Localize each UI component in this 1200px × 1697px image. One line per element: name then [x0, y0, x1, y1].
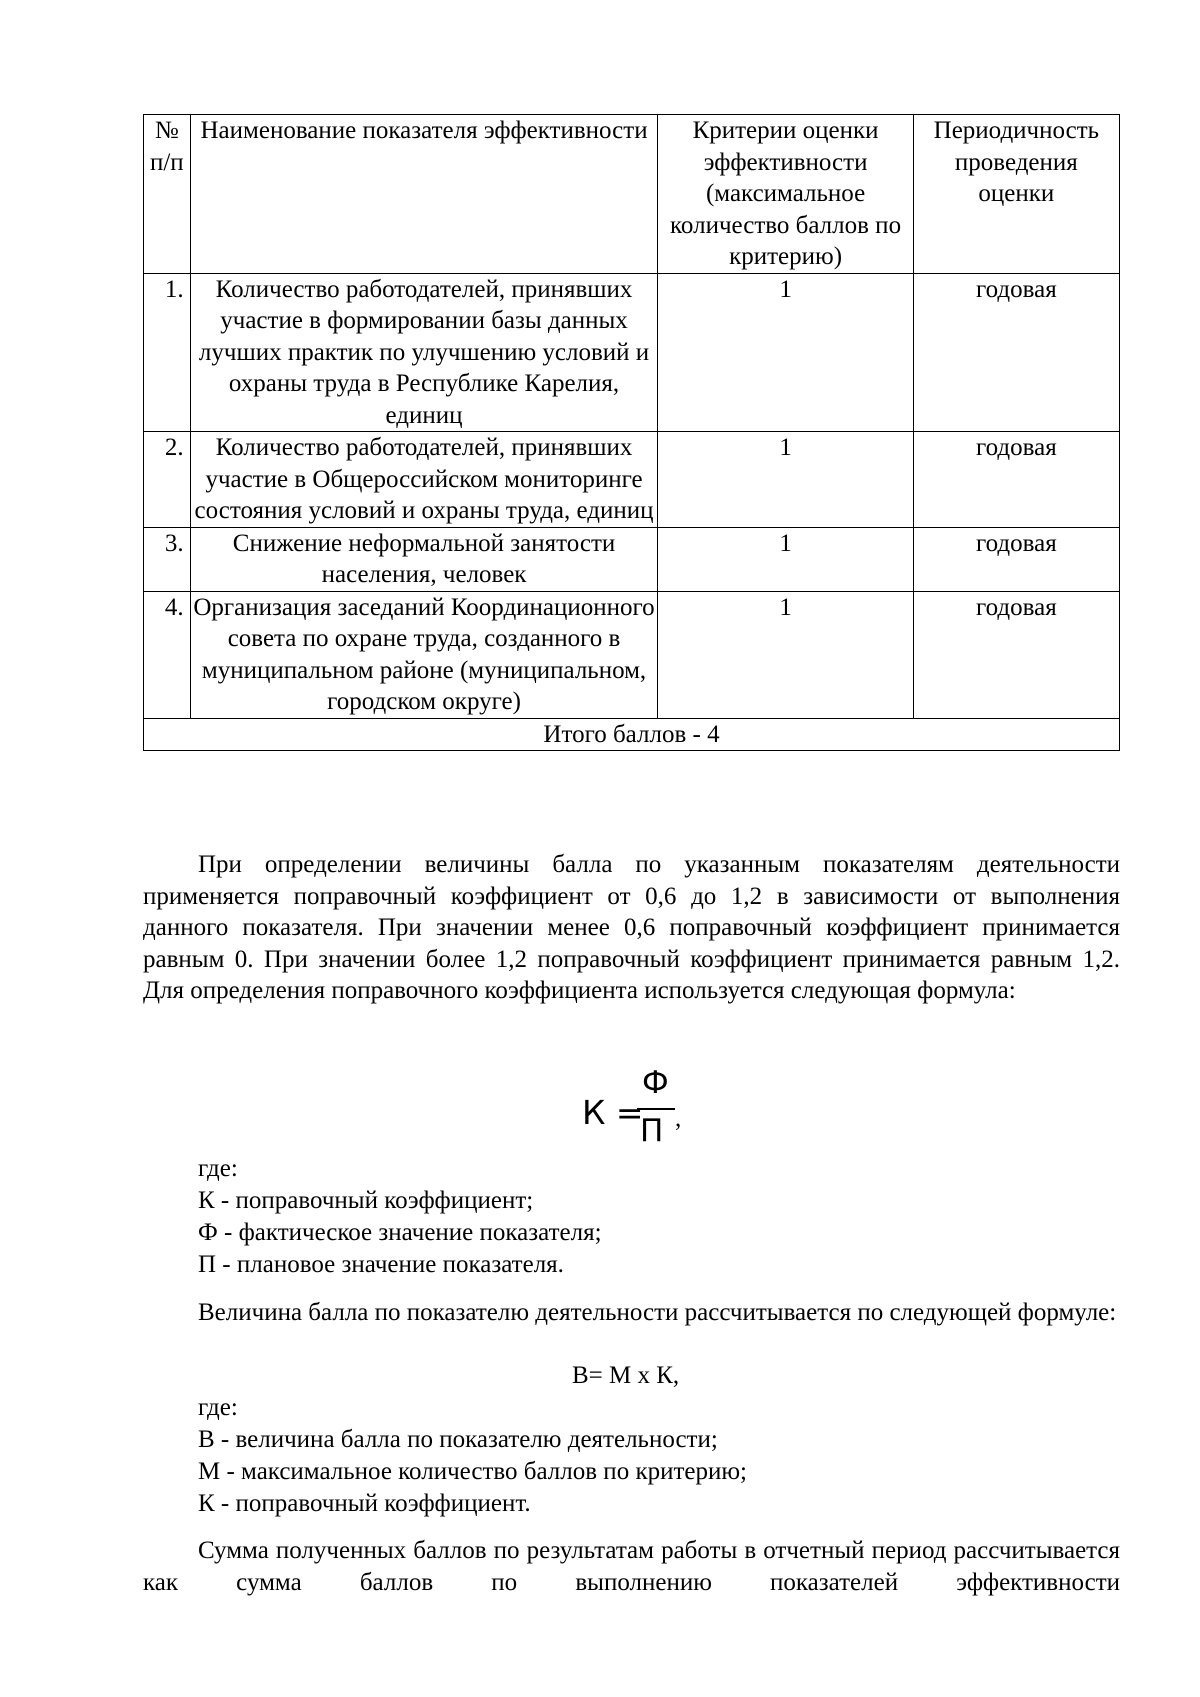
header-criteria: Критерии оценки эффективности (максимальное количество баллов по критерию): [658, 115, 913, 274]
header-indicator-name: Наименование показателя эффективности: [190, 115, 658, 274]
where-label-2: где:: [198, 1394, 238, 1421]
header-number: № п/п: [144, 115, 191, 274]
row-period: годовая: [913, 527, 1119, 591]
formula-numerator: Ф: [642, 1065, 669, 1101]
paragraph-correction-coefficient: При определении величины балла по указанным показателям деятельности применяется поправочный коэффициент от 0,6 до 1,2 в зависимости от выполнения данного показателя. При значении менее 0,6 поправочный коэффициент принимается равным 0. При значении более 1,2 поправочный коэффициент принимается равным 1,2. Для определения поправочного коэффициента используется следующая формула:: [143, 851, 1120, 1004]
row-indicator-name: Количество работодателей, принявших участие в формировании базы данных лучших практик по улучшению условий и охраны труда в Республике Карелия, единиц: [190, 273, 658, 432]
definition-v: В - величина балла по показателю деятельности;: [198, 1426, 718, 1453]
row-score: 1: [658, 591, 913, 718]
table-row: [144, 273, 1120, 432]
row-number: 1.: [144, 273, 191, 432]
row-indicator-name: Организация заседаний Координационного совета по охране труда, созданного в муниципальном районе (муниципальном, городском округе): [190, 591, 658, 718]
row-period: годовая: [913, 432, 1119, 528]
table-row: [144, 432, 1120, 528]
row-score: 1: [658, 527, 913, 591]
row-period: годовая: [913, 591, 1119, 718]
header-periodicity: Периодичность проведения оценки: [913, 115, 1119, 274]
formula-denominator: П: [640, 1113, 664, 1149]
table-total-row: [144, 718, 1120, 751]
row-indicator-name: Снижение неформальной занятости населения, человек: [190, 527, 658, 591]
formula-lhs: К =: [582, 1093, 644, 1132]
definition-f: Ф - фактическое значение показателя;: [198, 1219, 602, 1246]
row-period: годовая: [913, 273, 1119, 432]
definition-p: П - плановое значение показателя.: [198, 1251, 564, 1278]
formula-score: В= М х К,: [572, 1362, 680, 1389]
row-number: 4.: [144, 591, 191, 718]
paragraph-sum-scores: Сумма полученных баллов по результатам работы в отчетный период рассчитывается как сумма баллов по выполнению показателей эффективности: [143, 1537, 1120, 1596]
total-score: Итого баллов - 4: [144, 718, 1120, 751]
fraction-bar: [637, 1108, 675, 1110]
row-indicator-name: Количество работодателей, принявших участие в Общероссийском мониторинге состояния условий и охраны труда, единиц: [190, 432, 658, 528]
formula-coefficient: [582, 1065, 702, 1155]
indicators-table: [143, 114, 1120, 751]
definition-k: К - поправочный коэффициент;: [198, 1187, 534, 1214]
formula-comma: ,: [675, 1105, 682, 1132]
table-row: [144, 591, 1120, 718]
where-label: где:: [198, 1155, 238, 1182]
table-row: [144, 527, 1120, 591]
paragraph-score-formula: Величина балла по показателю деятельности рассчитывается по следующей формуле:: [198, 1299, 1117, 1326]
row-score: 1: [658, 273, 913, 432]
row-number: 3.: [144, 527, 191, 591]
row-score: 1: [658, 432, 913, 528]
definition-m: М - максимальное количество баллов по критерию;: [198, 1458, 747, 1485]
row-number: 2.: [144, 432, 191, 528]
table-header-row: [144, 115, 1120, 274]
definition-k2: К - поправочный коэффициент.: [198, 1490, 531, 1517]
